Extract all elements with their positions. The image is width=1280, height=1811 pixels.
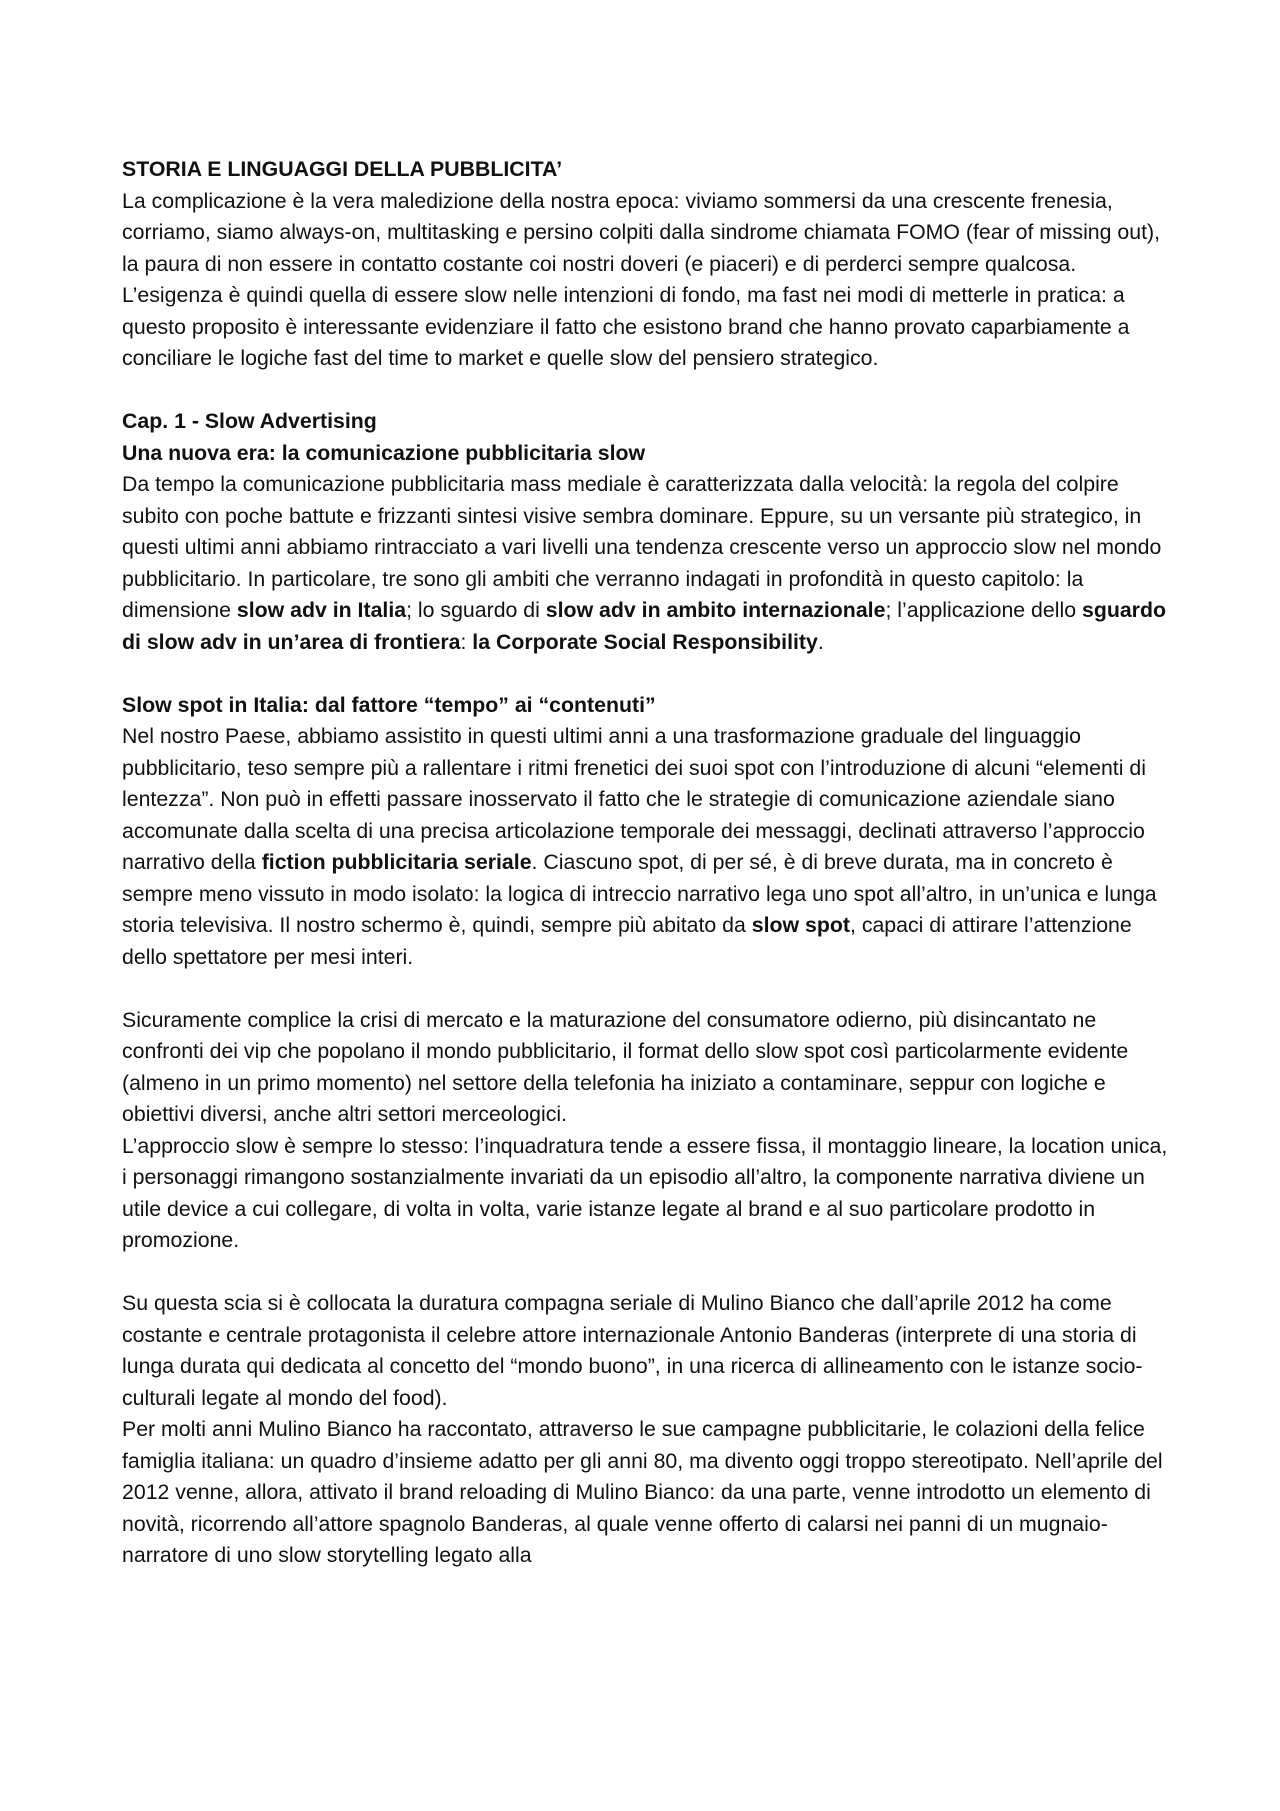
bold-run: sguardo di slow adv in un’area di frontiera (122, 598, 1166, 654)
bold-run: la Corporate Social Responsibility (472, 629, 818, 654)
paragraph-spacer (122, 973, 1172, 1005)
chapter-heading: Cap. 1 - Slow Advertising (122, 409, 377, 433)
document-title: STORIA E LINGUAGGI DELLA PUBBLICITA’ (122, 157, 563, 181)
section-heading-slow-era: Una nuova era: la comunicazione pubblicitaria slow (122, 440, 646, 465)
paragraph-spacer (122, 375, 1172, 407)
intro-paragraph: La complicazione è la vera maledizione della nostra epoca: viviamo sommersi da una crescente frenesia, corriamo, siamo always-on, multitasking e persino colpiti dalla sindrome chiamata FOMO (fear of missing out), la paura di non essere in contatto costante coi nostri doveri (e piaceri) e di perderci sempre qualcosa. L’esigenza è quindi quella di essere slow nelle intenzioni di fondo, ma fast nei modi di metterle in pratica: a questo proposito è interessante evidenziare il fatto che esistono brand che hanno provato caparbiamente a conciliare le logiche fast del time to market e quelle slow del pensiero strategico. (122, 188, 1161, 370)
bold-run: slow adv in Italia (236, 598, 407, 622)
document-body (122, 154, 1172, 1572)
paragraph-spacer (122, 1257, 1172, 1289)
bold-run: fiction pubblicitaria seriale (261, 850, 532, 874)
text-run: Da tempo la comunicazione pubblicitaria mass mediale è caratterizzata dalla velocità: la regola del colpire subito con poche battute e frizzanti sintesi visive sembra dominare. Eppure, su un versante più strategico, in questi ultimi anni abbiamo rintracciato a vari livelli una tendenza crescente verso un approccio slow nel mondo pubblicitario. In particolare, tre sono gli ambiti che verranno indagati in profondità in questo capitolo: la dimensione (122, 472, 1162, 622)
text-run: . Ciascuno spot, di per sé, è di breve durata, ma in concreto è sempre meno vissuto in modo isolato: la logica di intreccio narrativo lega uno spot all’altro, in un’unica e lunga storia televisiva. Il nostro schermo è, quindi, sempre più abitato da (122, 850, 1157, 937)
bold-run: slow spot (751, 913, 850, 937)
section-heading-slow-spot: Slow spot in Italia: dal fattore “tempo” ai “contenuti” (122, 692, 656, 717)
text-run: , capaci di attirare l’attenzione dello spettatore per mesi interi. (122, 913, 1132, 969)
text-run: ; lo sguardo di (406, 598, 546, 622)
bold-run: slow adv in ambito internazionale (545, 598, 886, 622)
section-paragraph-slow-spot (122, 721, 1172, 973)
paragraph-spacer (122, 658, 1172, 690)
text-run: ; l’applicazione dello (885, 598, 1082, 622)
text-run: Nel nostro Paese, abbiamo assistito in questi ultimi anni a una trasformazione graduale del linguaggio pubblicitario, teso sempre più a rallentare i ritmi frenetici dei suoi spot con l’introduzione di alcuni “elementi di lentezza”. Non può in effetti passare inosservato il fatto che le strategie di comunicazione aziendale siano accomunate dalla scelta di una precisa articolazione temporale dei messaggi, declinati attraverso l’approccio narrativo della (122, 724, 1146, 874)
text-run: : (460, 629, 473, 654)
paragraph-brand-reloading: Per molti anni Mulino Bianco ha raccontato, attraverso le sue campagne pubblicitarie, le colazioni della felice famiglia italiana: un quadro d’insieme adatto per gli anni 80, ma divento oggi troppo stereotipato. Nell’aprile del 2012 venne, allora, attivato il brand reloading di Mulino Bianco: da una parte, venne introdotto un elemento di novità, ricorrendo all’attore spagnolo Banderas, al quale venne offerto di calarsi nei panni di un mugnaio-narratore di uno slow storytelling legato alla (122, 1417, 1163, 1567)
text-run: . (817, 629, 824, 654)
paragraph-market-crisis: Sicuramente complice la crisi di mercato e la maturazione del consumatore odierno, più disincantato ne confronti dei vip che popolano il mondo pubblicitario, il format dello slow spot così particolarmente evidente (almeno in un primo momento) nel settore della telefonia ha iniziato a contaminare, seppur con logiche e obiettivi diversi, anche altri settori merceologici. (122, 1007, 1129, 1126)
paragraph-mulino-bianco: Su questa scia si è collocata la duratura compagna seriale di Mulino Bianco che dall’aprile 2012 ha come costante e centrale protagonista il celebre attore internazionale Antonio Banderas (interprete di una storia di lunga durata qui dedicata al concetto del “mondo buono”, in una ricerca di allineamento con le istanze socio-culturali legate al mondo del food). (122, 1291, 1143, 1410)
paragraph-slow-approach: L’approccio slow è sempre lo stesso: l’inquadratura tende a essere fissa, il montaggio lineare, la location unica, i personaggi rimangono sostanzialmente invariati da un episodio all’altro, la componente narrativa diviene un utile device a cui collegare, di volta in volta, varie istanze legate al brand e al suo particolare prodotto in promozione. (122, 1133, 1168, 1252)
section-paragraph-slow-era (122, 469, 1172, 658)
